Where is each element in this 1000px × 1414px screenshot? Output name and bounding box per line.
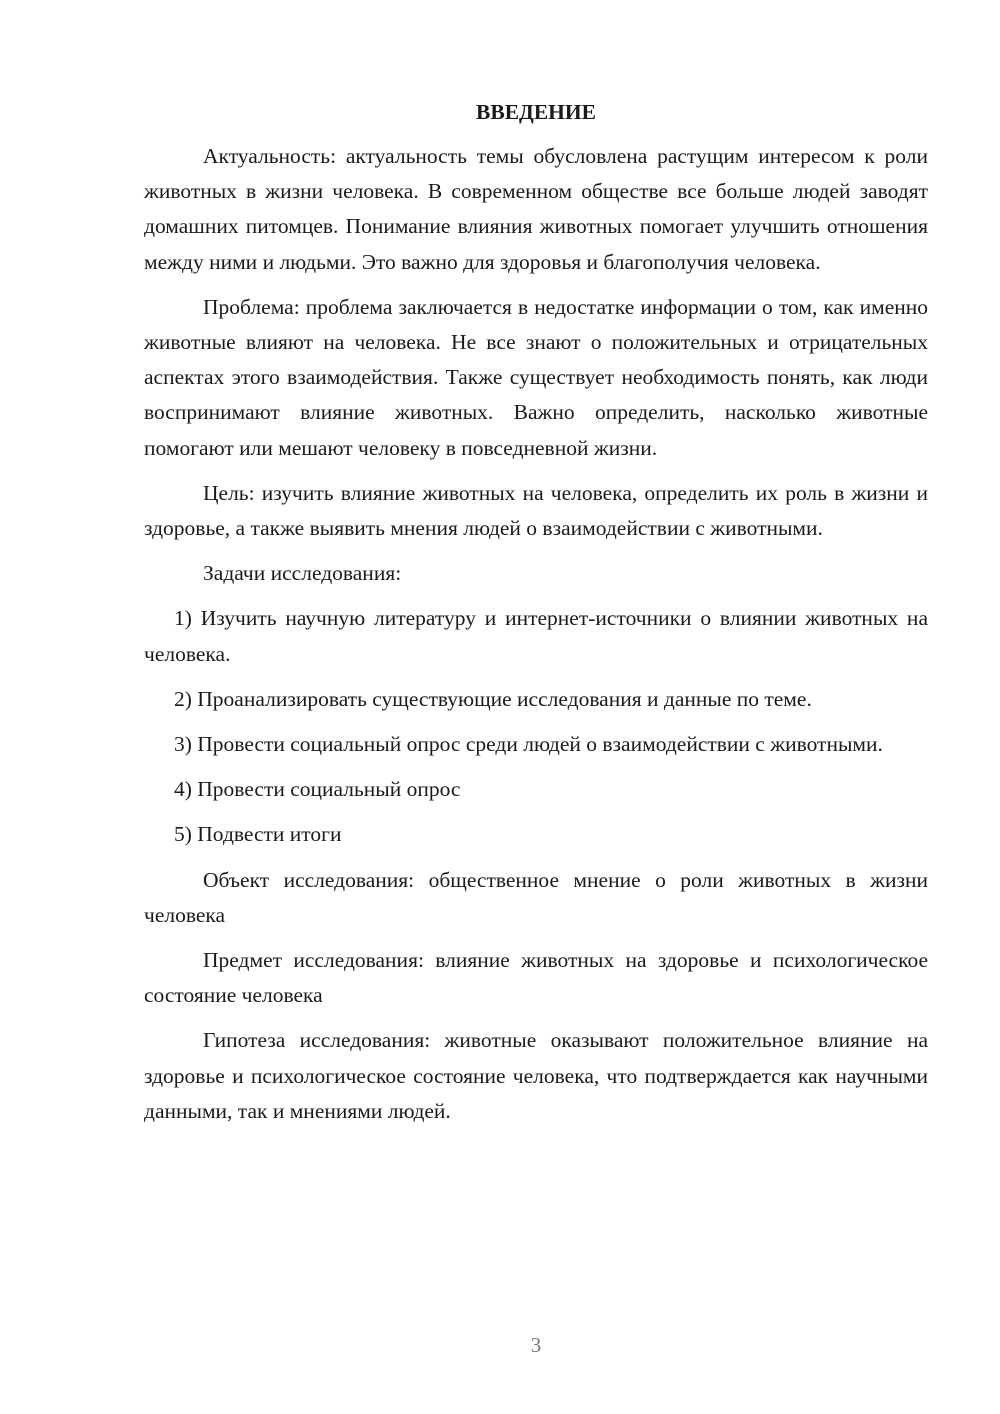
document-body	[144, 96, 928, 1139]
task-item-2: 2) Проанализировать существующие исследования и данные по теме.	[174, 686, 812, 711]
paragraph-object: Объект исследования: общественное мнение о роли животных в жизни человека	[144, 867, 928, 927]
paragraph-hypothesis: Гипотеза исследования: животные оказывают положительное влияние на здоровье и психологическое состояние человека, что подтверждается как научными данными, так и мнениями людей.	[144, 1028, 928, 1123]
paragraph-relevance: Актуальность: актуальность темы обусловлена растущим интересом к роли животных в жизни человека. В современном обществе все больше людей заводят домашних питомцев. Понимание влияния животных помогает улучшить отношения между ними и людьми. Это важно для здоровья и благополучия человека.	[144, 144, 928, 274]
page-title: ВВЕДЕНИЕ	[476, 100, 596, 124]
page-number: 3	[530, 1333, 542, 1357]
paragraph-subject: Предмет исследования: влияние животных на здоровье и психологическое состояние человека	[144, 948, 928, 1008]
task-item-5: 5) Подвести итоги	[174, 822, 342, 847]
task-item-3: 3) Провести социальный опрос среди людей о взаимодействии с животными.	[174, 732, 883, 757]
task-item-4: 4) Провести социальный опрос	[174, 777, 461, 802]
task-item-1: 1) Изучить научную литературу и интернет-источники о влиянии животных на человека.	[144, 606, 928, 666]
paragraph-goal: Цель: изучить влияние животных на человека, определить их роль в жизни и здоровье, а также выявить мнения людей о взаимодействии с животными.	[144, 480, 928, 541]
paragraph-tasks-heading: Задачи исследования:	[203, 561, 402, 586]
paragraph-problem: Проблема: проблема заключается в недостатке информации о том, как именно животные влияют на человека. Не все знают о положительных и отрицательных аспектах этого взаимодействия. Также существует необходимость понять, как люди воспринимают влияние животных. Важно определить, насколько животные помогают или мешают человеку в повседневной жизни.	[144, 294, 928, 460]
